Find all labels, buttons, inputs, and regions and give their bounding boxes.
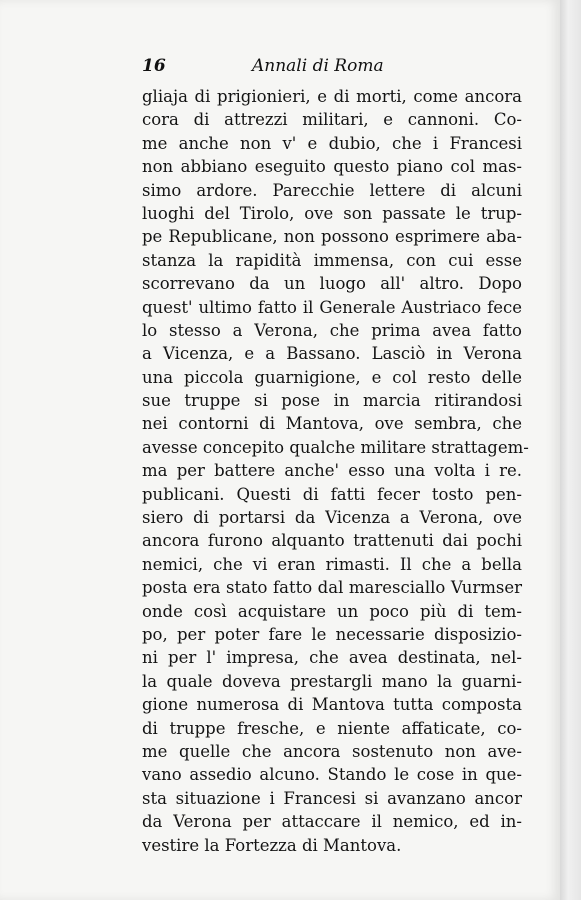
text-line: me anche non v' e dubio, che i Francesi (142, 133, 522, 153)
text-line: ma per battere anche' esso una volta i re. (142, 461, 522, 481)
text-line: po, per poter fare le necessarie disposizio- (142, 624, 522, 644)
text-line: a Vicenza, e a Bassano. Lasciò in Verona (142, 344, 522, 364)
text-line: da Verona per attaccare il nemico, ed in- (142, 812, 522, 832)
text-line: me quelle che ancora sostenuto non ave- (142, 741, 522, 761)
text-line: ancora furono alquanto trattenuti dai pochi (142, 531, 522, 551)
text-line: cora di attrezzi militari, e cannoni. Co- (142, 110, 522, 130)
text-line: non abbiano eseguito questo piano col mas- (142, 157, 522, 177)
text-line: gliaja di prigionieri, e di morti, come ancora (142, 87, 522, 106)
text-line: sta situazione i Francesi si avanzano ancor (142, 788, 522, 808)
text-line: di truppe fresche, e niente affaticate, co- (142, 718, 522, 738)
text-line: stanza la rapidità immensa, con cui esse (142, 250, 522, 270)
text-line: nei contorni di Mantova, ove sembra, che (142, 414, 522, 434)
page-number: 16 (142, 56, 166, 76)
text-line: lo stesso a Verona, che prima avea fatto (142, 320, 522, 340)
text-line: ni per l' impresa, che avea destinata, nel- (142, 648, 522, 668)
text-line: sue truppe si pose in marcia ritirandosi (142, 391, 522, 411)
text-line: siero di portarsi da Vicenza a Verona, ove (142, 508, 522, 528)
body-text (142, 85, 529, 857)
text-line: onde così acquistare un poco più di tem- (142, 601, 522, 621)
page-header (142, 56, 522, 86)
text-line: la quale doveva prestargli mano la guarni- (142, 671, 522, 691)
text-line: simo ardore. Parecchie lettere di alcuni (142, 180, 522, 200)
text-line-last: vestire la Fortezza di Mantova. (142, 835, 402, 855)
text-line: publicani. Questi di fatti fecer tosto pen- (142, 484, 522, 504)
text-line: avesse concepito qualche militare strattagem- (142, 437, 529, 457)
text-line: nemici, che vi eran rimasti. Il che a bella (142, 554, 522, 574)
text-line: gione numerosa di Mantova tutta composta (142, 695, 522, 715)
text-line: luoghi del Tirolo, ove son passate le trup- (142, 203, 522, 223)
text-line: quest' ultimo fatto il Generale Austriaco fece (142, 297, 522, 317)
text-line: una piccola guarnigione, e col resto delle (142, 367, 522, 387)
text-line: posta era stato fatto dal maresciallo Vurmser (142, 578, 522, 598)
text-line: scorrevano da un luogo all' altro. Dopo (142, 274, 522, 294)
text-line: vano assedio alcuno. Stando le cose in que- (142, 765, 522, 785)
page-edge-shadow (560, 0, 581, 900)
running-title: Annali di Roma (252, 56, 384, 76)
text-line: pe Republicane, non possono esprimere aba- (142, 227, 522, 247)
